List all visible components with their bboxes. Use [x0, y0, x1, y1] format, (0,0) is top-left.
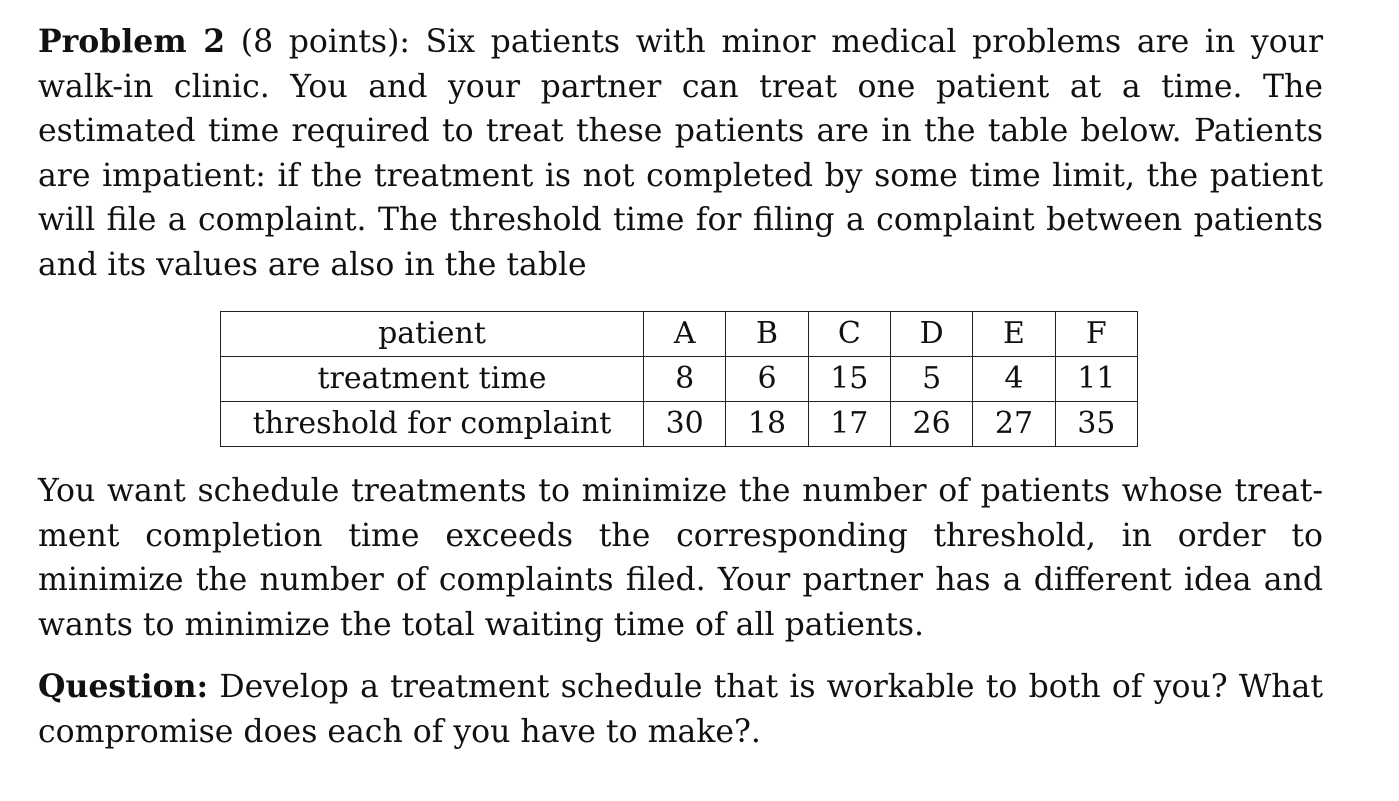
question-paragraph: [38, 665, 1323, 754]
patient-id-cell: A: [644, 312, 726, 357]
patient-table: [220, 311, 1138, 447]
threshold-cell: 26: [890, 402, 972, 447]
patient-id-cell: B: [726, 312, 808, 357]
objective-paragraph: You want schedule treatments to minimize the number of patients whose treat-ment completion time exceeds the corresponding threshold, in order to minimize the number of complaints filed. Your partner has a different idea and wants to minimize the total waiting time of all patients.: [38, 473, 1323, 643]
row-label-cell: threshold for complaint: [221, 402, 644, 447]
threshold-cell: 18: [726, 402, 808, 447]
question-text: Develop a treatment schedule that is workable to both of you? What compromise does each of you have to make?.: [38, 669, 1323, 750]
patient-id-cell: F: [1055, 312, 1137, 357]
threshold-cell: 27: [973, 402, 1055, 447]
problem-label: Problem 2: [38, 23, 226, 60]
question-label: Question:: [38, 668, 209, 705]
table-row-threshold: [221, 402, 1138, 447]
header-label-cell: patient: [221, 312, 644, 357]
treatment-time-cell: 6: [726, 357, 808, 402]
table-row-treatment-time: [221, 357, 1138, 402]
treatment-time-cell: 8: [644, 357, 726, 402]
patient-id-cell: E: [973, 312, 1055, 357]
table-header-row: [221, 312, 1138, 357]
problem-text: Six patients with minor medical problems are in your walk-in clinic. You and your partner can treat one patient at a time. The estimated time required to treat these patients are in the table below. Patients are impatient: if the treatment is not completed by some time limit, the patient will file a complaint. The threshold time for filing a complaint between patients and its values are also in the table: [38, 24, 1324, 283]
treatment-time-cell: 5: [890, 357, 972, 402]
patient-id-cell: C: [808, 312, 890, 357]
treatment-time-cell: 4: [973, 357, 1055, 402]
threshold-cell: 30: [644, 402, 726, 447]
document-page: [38, 20, 1323, 754]
patient-table-wrapper: [220, 311, 1140, 447]
problem-points: (8 points):: [240, 24, 410, 60]
treatment-time-cell: 15: [808, 357, 890, 402]
row-label-cell: treatment time: [221, 357, 644, 402]
threshold-cell: 17: [808, 402, 890, 447]
patient-id-cell: D: [890, 312, 972, 357]
problem-statement: [38, 20, 1323, 287]
threshold-cell: 35: [1055, 402, 1137, 447]
treatment-time-cell: 11: [1055, 357, 1137, 402]
